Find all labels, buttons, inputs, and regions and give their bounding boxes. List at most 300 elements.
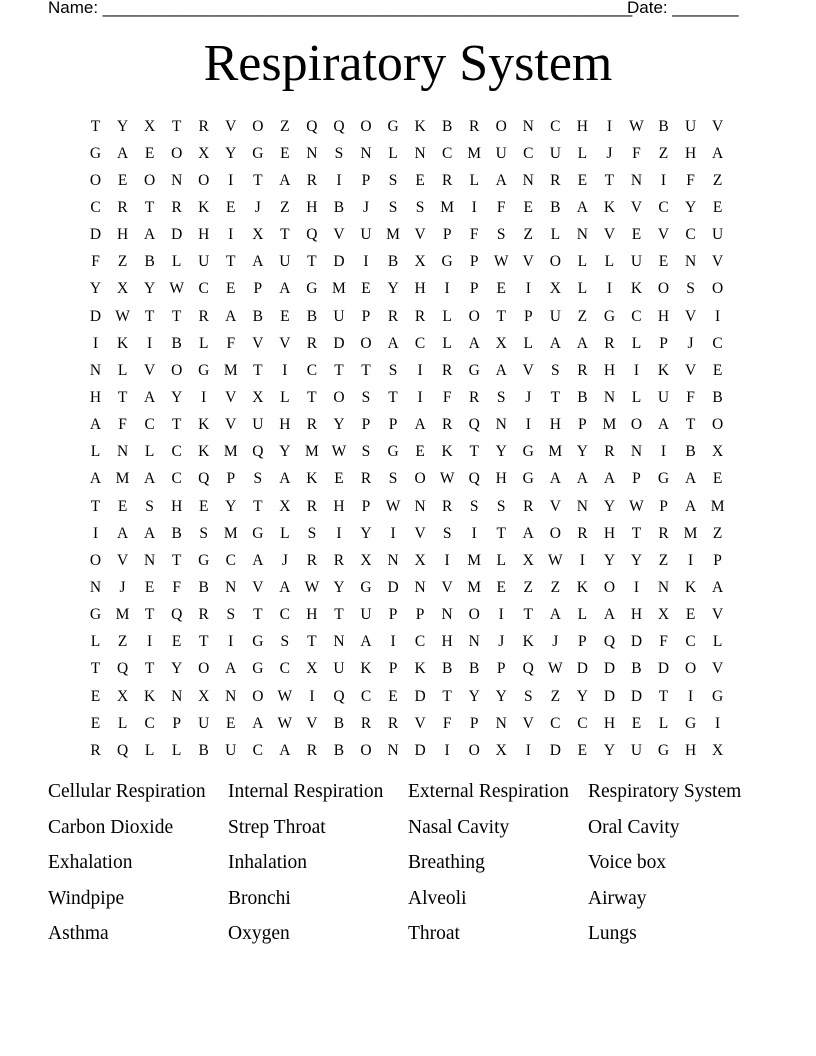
grid-letter: H: [576, 117, 588, 135]
grid-letter: E: [712, 470, 723, 488]
grid-letter: T: [496, 524, 506, 542]
grid-letter: G: [198, 551, 210, 569]
grid-letter: D: [171, 226, 183, 244]
grid-letter: W: [629, 117, 644, 135]
grid-letter: H: [333, 497, 345, 515]
grid-letter: P: [496, 660, 506, 678]
grid-letter: R: [441, 497, 453, 515]
grid-letter: V: [712, 117, 724, 135]
grid-letter: O: [198, 171, 210, 189]
word-bank-item: Internal Respiration: [228, 781, 384, 802]
grid-row: [82, 683, 731, 710]
grid-letter: C: [144, 714, 155, 732]
grid-letter: C: [441, 144, 453, 162]
grid-letter: P: [523, 307, 533, 325]
header: [48, 0, 748, 19]
grid-letter: G: [89, 144, 102, 162]
grid-letter: N: [630, 171, 643, 189]
grid-letter: S: [145, 497, 154, 515]
grid-letter: F: [118, 416, 127, 434]
grid-letter: V: [116, 551, 129, 569]
grid-letter: K: [603, 198, 616, 216]
grid-letter: I: [498, 606, 504, 624]
grid-letter: L: [280, 388, 290, 406]
grid-letter: I: [606, 280, 612, 298]
grid-letter: L: [144, 443, 155, 461]
grid-letter: V: [279, 334, 291, 352]
grid-letter: B: [712, 388, 723, 406]
grid-letter: E: [144, 144, 155, 162]
grid-letter: C: [171, 470, 182, 488]
grid-letter: H: [603, 361, 616, 379]
grid-letter: M: [467, 144, 482, 162]
grid-letter: F: [172, 578, 181, 596]
grid-letter: N: [576, 497, 588, 515]
grid-row: [82, 194, 731, 221]
grid-letter: B: [306, 307, 318, 325]
grid-letter: D: [333, 334, 345, 352]
grid-letter: S: [415, 198, 425, 216]
grid-letter: A: [116, 144, 129, 162]
grid-letter: W: [115, 307, 130, 325]
grid-letter: T: [307, 388, 317, 406]
grid-letter: Q: [333, 687, 345, 705]
page-title: Respiratory System: [203, 35, 613, 92]
grid-letter: Y: [116, 117, 129, 135]
grid-letter: T: [550, 388, 561, 406]
grid-letter: W: [304, 578, 320, 596]
grid-letter: I: [228, 633, 234, 651]
grid-letter: H: [684, 741, 697, 759]
grid-letter: S: [307, 524, 317, 542]
grid-letter: H: [89, 388, 102, 406]
grid-letter: A: [252, 551, 264, 569]
grid-letter: P: [226, 470, 236, 488]
grid-letter: Z: [712, 524, 723, 542]
grid-letter: O: [468, 307, 480, 325]
grid-letter: S: [496, 497, 506, 515]
grid-letter: C: [685, 226, 696, 244]
grid-row: [82, 547, 731, 574]
grid-letter: I: [417, 388, 423, 406]
grid-letter: W: [548, 551, 563, 569]
grid-letter: I: [687, 551, 694, 569]
grid-letter: K: [657, 361, 670, 379]
grid-letter: P: [469, 714, 479, 732]
grid-letter: X: [549, 280, 561, 298]
grid-letter: S: [361, 443, 371, 461]
grid-letter: T: [253, 606, 263, 624]
grid-letter: T: [144, 660, 155, 678]
grid-letter: Y: [171, 660, 183, 678]
grid-letter: F: [442, 388, 452, 406]
grid-letter: A: [576, 198, 588, 216]
grid-letter: P: [713, 551, 722, 569]
grid-letter: I: [471, 198, 477, 216]
grid-letter: V: [252, 578, 264, 596]
grid-letter: J: [254, 198, 261, 216]
grid-letter: T: [523, 606, 533, 624]
grid-letter: L: [280, 524, 290, 542]
grid-letter: V: [333, 226, 345, 244]
grid-letter: N: [495, 714, 507, 732]
grid-letter: X: [252, 388, 264, 406]
grid-letter: L: [198, 334, 209, 352]
grid-row: [82, 439, 731, 466]
grid-letter: V: [549, 497, 561, 515]
grid-letter: G: [657, 470, 670, 488]
grid-letter: T: [198, 633, 209, 651]
grid-letter: E: [577, 171, 588, 189]
grid-letter: K: [414, 117, 426, 135]
grid-letter: H: [495, 470, 507, 488]
grid-letter: P: [388, 416, 398, 434]
grid-letter: F: [469, 226, 479, 244]
grid-letter: V: [414, 714, 426, 732]
grid-letter: R: [306, 497, 318, 515]
grid-letter: A: [252, 253, 264, 271]
grid-letter: L: [171, 741, 182, 759]
grid-letter: R: [658, 524, 669, 542]
grid-letter: A: [360, 633, 372, 651]
grid-row: [82, 357, 731, 384]
grid-letter: M: [602, 416, 617, 434]
grid-letter: U: [549, 144, 561, 162]
grid-letter: U: [630, 253, 643, 271]
word-bank-item: External Respiration: [408, 781, 569, 802]
grid-letter: C: [252, 741, 263, 759]
grid-letter: O: [252, 687, 264, 705]
grid-letter: Z: [523, 226, 533, 244]
grid-letter: C: [279, 606, 291, 624]
grid-letter: E: [415, 443, 425, 461]
grid-letter: R: [333, 551, 345, 569]
grid-letter: T: [253, 171, 263, 189]
grid-letter: F: [226, 334, 236, 352]
grid-letter: C: [658, 198, 669, 216]
grid-letter: O: [495, 117, 507, 135]
grid-letter: O: [360, 334, 372, 352]
grid-row: [82, 574, 731, 601]
grid-letter: E: [171, 633, 182, 651]
grid-letter: E: [388, 687, 398, 705]
grid-letter: T: [685, 416, 696, 434]
grid-letter: B: [469, 660, 480, 678]
grid-row: [82, 167, 731, 194]
grid-letter: C: [198, 280, 209, 298]
grid-letter: E: [198, 497, 209, 515]
grid-letter: W: [439, 470, 455, 488]
grid-letter: E: [334, 470, 344, 488]
grid-letter: G: [657, 741, 670, 759]
grid-letter: I: [525, 741, 531, 759]
grid-letter: O: [171, 144, 183, 162]
grid-letter: K: [522, 633, 534, 651]
grid-letter: O: [630, 416, 643, 434]
grid-letter: V: [712, 606, 724, 624]
grid-letter: H: [603, 714, 616, 732]
grid-letter: L: [496, 551, 506, 569]
grid-letter: T: [253, 361, 263, 379]
grid-letter: E: [685, 606, 696, 624]
grid-letter: N: [387, 741, 399, 759]
grid-letter: A: [522, 524, 534, 542]
grid-letter: O: [414, 470, 426, 488]
grid-letter: N: [333, 633, 345, 651]
grid-letter: A: [684, 497, 697, 515]
grid-letter: R: [360, 470, 372, 488]
grid-letter: R: [198, 117, 209, 135]
grid-letter: R: [306, 741, 318, 759]
grid-letter: B: [387, 253, 399, 271]
grid-letter: E: [658, 253, 669, 271]
grid-letter: J: [525, 388, 532, 406]
grid-letter: R: [577, 361, 588, 379]
grid-letter: U: [360, 226, 372, 244]
grid-letter: N: [630, 443, 643, 461]
grid-letter: A: [116, 524, 129, 542]
grid-letter: R: [441, 361, 453, 379]
grid-letter: X: [360, 551, 372, 569]
grid-letter: N: [522, 117, 534, 135]
grid-letter: A: [89, 470, 102, 488]
grid-letter: V: [657, 226, 670, 244]
grid-letter: U: [630, 741, 643, 759]
grid-letter: W: [277, 714, 293, 732]
grid-letter: R: [469, 117, 480, 135]
grid-letter: A: [657, 416, 670, 434]
grid-letter: B: [198, 741, 209, 759]
grid-letter: E: [712, 198, 723, 216]
grid-row: [82, 412, 731, 439]
grid-letter: T: [144, 307, 155, 325]
word-bank-item: Windpipe: [48, 887, 125, 909]
grid-letter: D: [89, 307, 102, 325]
grid-letter: R: [198, 307, 209, 325]
grid-letter: G: [89, 606, 102, 624]
grid-letter: R: [90, 741, 101, 759]
grid-letter: X: [414, 551, 426, 569]
grid-letter: Y: [144, 280, 156, 298]
grid-letter: B: [333, 198, 345, 216]
grid-letter: Z: [577, 307, 588, 325]
grid-letter: X: [522, 551, 534, 569]
grid-letter: Q: [306, 226, 318, 244]
grid-row: [82, 602, 731, 629]
grid-letter: V: [441, 578, 453, 596]
grid-letter: C: [279, 660, 291, 678]
grid-letter: J: [606, 144, 613, 162]
grid-letter: R: [387, 714, 399, 732]
grid-letter: Z: [550, 687, 561, 705]
grid-letter: U: [495, 144, 507, 162]
grid-letter: G: [522, 470, 534, 488]
grid-letter: X: [252, 226, 264, 244]
grid-letter: V: [522, 253, 534, 271]
grid-letter: I: [309, 687, 315, 705]
grid-letter: F: [91, 253, 100, 271]
grid-row: [82, 249, 731, 276]
grid-letter: T: [171, 551, 182, 569]
grid-letter: O: [360, 741, 372, 759]
grid-row: [82, 140, 731, 167]
grid-letter: T: [171, 117, 182, 135]
grid-letter: I: [92, 334, 99, 352]
word-bank-item: Cellular Respiration: [48, 781, 206, 802]
grid-row: [82, 330, 731, 357]
grid-letter: S: [469, 497, 479, 515]
grid-letter: U: [360, 606, 372, 624]
grid-letter: G: [468, 361, 480, 379]
grid-letter: P: [361, 416, 371, 434]
word-bank: [48, 780, 768, 946]
grid-letter: Z: [523, 578, 533, 596]
grid-letter: M: [683, 524, 698, 542]
grid-letter: U: [712, 226, 724, 244]
grid-letter: I: [715, 714, 721, 732]
grid-letter: K: [576, 578, 588, 596]
grid-letter: Y: [333, 416, 345, 434]
grid-letter: P: [659, 334, 668, 352]
grid-letter: P: [253, 280, 263, 298]
grid-letter: A: [712, 578, 724, 596]
grid-letter: A: [712, 144, 724, 162]
grid-letter: S: [280, 633, 290, 651]
grid-letter: E: [577, 741, 588, 759]
grid-letter: X: [495, 334, 507, 352]
grid-letter: A: [144, 226, 156, 244]
grid-letter: A: [603, 606, 616, 624]
grid-letter: X: [414, 253, 426, 271]
grid-letter: Y: [333, 578, 345, 596]
grid-letter: D: [89, 226, 102, 244]
grid-letter: M: [386, 226, 400, 244]
grid-letter: A: [279, 280, 291, 298]
grid-letter: K: [684, 578, 697, 596]
grid-letter: A: [495, 171, 507, 189]
grid-letter: E: [280, 144, 290, 162]
grid-letter: Y: [603, 497, 616, 515]
grid-letter: C: [631, 307, 642, 325]
grid-letter: R: [306, 334, 318, 352]
grid-letter: D: [630, 633, 643, 651]
grid-letter: I: [525, 416, 531, 434]
grid-letter: L: [550, 226, 561, 244]
grid-letter: N: [225, 578, 237, 596]
grid-letter: Q: [116, 660, 129, 678]
grid-letter: Z: [117, 253, 128, 271]
grid-letter: Y: [171, 388, 183, 406]
word-bank-item: Asthma: [48, 923, 109, 944]
grid-letter: R: [414, 307, 426, 325]
grid-letter: I: [444, 741, 450, 759]
grid-letter: V: [712, 660, 724, 678]
grid-letter: E: [117, 497, 128, 515]
grid-letter: S: [334, 144, 344, 162]
grid-letter: K: [198, 198, 210, 216]
grid-letter: K: [414, 660, 426, 678]
grid-letter: O: [144, 171, 156, 189]
grid-letter: T: [658, 687, 669, 705]
grid-letter: U: [198, 714, 210, 732]
grid-letter: D: [333, 253, 345, 271]
grid-letter: Q: [603, 633, 616, 651]
grid-letter: V: [414, 226, 426, 244]
grid-letter: I: [525, 280, 531, 298]
grid-row: [82, 629, 731, 656]
grid-letter: E: [523, 198, 533, 216]
grid-letter: V: [414, 524, 426, 542]
grid-letter: Q: [171, 606, 183, 624]
grid-letter: I: [390, 524, 396, 542]
grid-letter: I: [444, 280, 450, 298]
word-bank-item: Nasal Cavity: [408, 816, 510, 838]
grid-letter: N: [468, 633, 480, 651]
grid-letter: N: [306, 144, 318, 162]
grid-letter: O: [89, 171, 102, 189]
grid-letter: Y: [387, 280, 399, 298]
grid-letter: S: [226, 606, 236, 624]
grid-letter: Y: [225, 497, 237, 515]
grid-letter: D: [549, 741, 561, 759]
grid-letter: J: [687, 334, 694, 352]
grid-letter: B: [577, 388, 588, 406]
grid-letter: O: [712, 416, 724, 434]
grid-letter: L: [469, 171, 479, 189]
grid-letter: O: [549, 253, 561, 271]
grid-letter: E: [144, 578, 155, 596]
grid-letter: H: [441, 633, 453, 651]
grid-letter: S: [496, 388, 506, 406]
grid-letter: L: [631, 388, 642, 406]
grid-letter: C: [712, 334, 723, 352]
grid-letter: B: [171, 524, 182, 542]
grid-row: [82, 520, 731, 547]
word-bank-item: Bronchi: [228, 887, 291, 909]
grid-letter: C: [360, 687, 372, 705]
grid-row: [82, 276, 731, 303]
grid-letter: H: [279, 416, 291, 434]
grid-letter: I: [390, 633, 396, 651]
grid-letter: G: [712, 687, 724, 705]
grid-letter: I: [336, 171, 342, 189]
grid-letter: D: [657, 660, 670, 678]
grid-letter: N: [495, 416, 507, 434]
grid-letter: B: [441, 660, 453, 678]
grid-letter: H: [306, 198, 318, 216]
grid-letter: P: [388, 606, 398, 624]
word-bank-item: Strep Throat: [228, 816, 326, 838]
grid-letter: Y: [225, 144, 237, 162]
grid-letter: I: [660, 171, 667, 189]
grid-letter: D: [414, 741, 426, 759]
grid-letter: V: [522, 361, 534, 379]
grid-letter: T: [226, 253, 236, 271]
grid-row: [82, 737, 731, 764]
grid-letter: F: [496, 198, 506, 216]
grid-letter: H: [684, 144, 697, 162]
grid-letter: U: [252, 416, 264, 434]
grid-letter: G: [198, 361, 210, 379]
grid-letter: M: [115, 606, 130, 624]
grid-letter: B: [631, 660, 642, 678]
word-search-grid: [82, 113, 731, 764]
grid-letter: W: [493, 253, 509, 271]
grid-letter: T: [90, 660, 101, 678]
grid-letter: Z: [117, 633, 128, 651]
grid-letter: V: [225, 388, 237, 406]
grid-letter: N: [387, 551, 399, 569]
